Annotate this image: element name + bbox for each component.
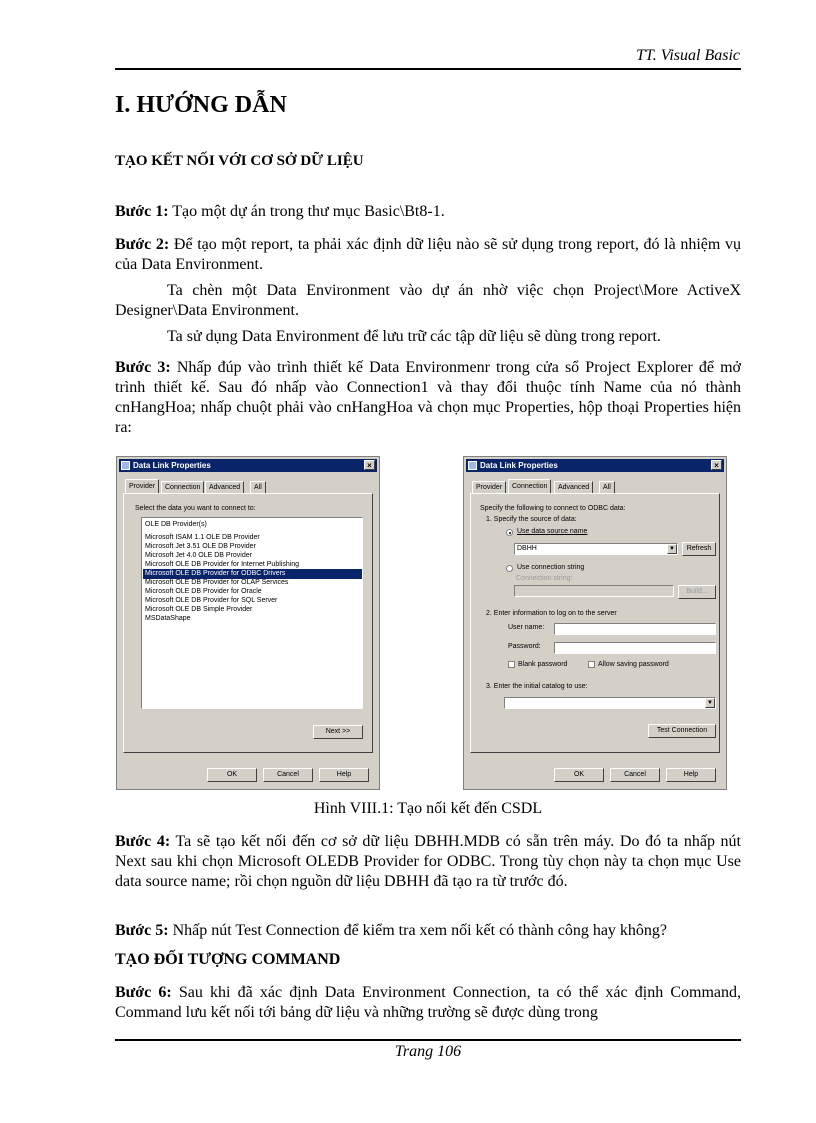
window-icon xyxy=(468,461,477,470)
connstr-label: Connection string: xyxy=(516,575,573,582)
step-6 xyxy=(115,983,741,1023)
step-2-para-3: Ta sử dụng Data Environment để lưu trữ các tập dữ liệu sẽ dùng trong report. xyxy=(167,328,661,345)
step-1-label: Bước 1: xyxy=(115,203,169,220)
data-link-dialog-provider xyxy=(116,456,380,790)
section-title-command: TẠO ĐỐI TƯỢNG COMMAND xyxy=(115,951,341,968)
step-3 xyxy=(115,358,741,438)
username-label: User name: xyxy=(508,624,545,631)
section-title-connect: TẠO KẾT NỐI VỚI CƠ SỞ DỮ LIỆU xyxy=(115,153,364,169)
list-header: OLE DB Provider(s) xyxy=(145,521,207,528)
catalog-select[interactable] xyxy=(504,697,716,709)
step-source-label: 1. Specify the source of data: xyxy=(486,516,577,523)
step-4-text: Ta sẽ tạo kết nối đến cơ sở dữ liệu DBHH.MDB có sẵn trên máy. Do đó ta nhấp nút Next sau khi chọn Microsoft OLEDB Provider for ODBC. Trong tùy chọn này ta chọn mục Use data source name; rồi chọn nguồn dữ liệu DBHH đã tạo ra từ trước đó. xyxy=(115,833,742,890)
dialog-titlebar xyxy=(466,459,724,472)
step-6-label: Bước 6: xyxy=(115,984,172,1001)
window-icon xyxy=(121,461,130,470)
list-item[interactable]: Microsoft Jet 4.0 OLE DB Provider xyxy=(145,552,252,559)
tab-connection[interactable]: Connection xyxy=(161,481,204,493)
chevron-down-icon: ▼ xyxy=(705,698,715,708)
dsn-radio[interactable] xyxy=(506,529,513,536)
tab-provider[interactable]: Provider xyxy=(125,479,159,493)
dsn-select[interactable] xyxy=(514,543,678,555)
provider-prompt: Select the data you want to connect to: xyxy=(135,505,256,512)
step-2-text: Để tạo một report, ta phải xác định dữ liệu nào sẽ sử dụng trong report, đó là nhiệm vụ của Data Environment. xyxy=(115,236,742,273)
step-3-label: Bước 3: xyxy=(115,359,171,376)
list-item[interactable]: Microsoft OLE DB Simple Provider xyxy=(145,606,253,613)
connection-intro: Specify the following to connect to ODBC data: xyxy=(480,505,626,512)
step-4-label: Bước 4: xyxy=(115,833,171,850)
close-icon[interactable]: × xyxy=(711,460,722,470)
dialog-title: Data Link Properties xyxy=(133,461,211,470)
help-button[interactable]: Help xyxy=(319,768,369,782)
step-2-para-2: Ta chèn một Data Environment vào dự án nhờ việc chọn Project\More ActiveX Designer\Data Environment. xyxy=(115,282,741,319)
tab-all[interactable]: All xyxy=(250,481,266,493)
list-item[interactable]: Microsoft Jet 3.51 OLE DB Provider xyxy=(145,543,256,550)
build-button[interactable]: Build... xyxy=(678,585,716,599)
chevron-down-icon: ▼ xyxy=(667,544,677,554)
password-field[interactable] xyxy=(554,642,716,654)
blank-password-checkbox[interactable] xyxy=(508,661,515,668)
tab-provider[interactable]: Provider xyxy=(472,481,506,493)
data-link-dialog-connection xyxy=(463,456,727,790)
step-4 xyxy=(115,832,741,892)
dialog-title: Data Link Properties xyxy=(480,461,558,470)
tab-advanced[interactable]: Advanced xyxy=(205,481,244,493)
step-1 xyxy=(115,202,741,222)
step-2-label: Bước 2: xyxy=(115,236,170,253)
main-heading: I. HƯỚNG DẪN xyxy=(115,92,287,118)
dsn-radio-label: Use data source name xyxy=(517,528,588,535)
next-button[interactable]: Next >> xyxy=(313,725,363,739)
tab-connection[interactable]: Connection xyxy=(508,479,551,493)
tab-advanced[interactable]: Advanced xyxy=(554,481,593,493)
step-3-text: Nhấp đúp vào trình thiết kế Data Environmenr trong cửa sổ Project Explorer để mở trình thiết kế. Sau đó nhấp vào Connection1 và thay đổi thuộc tính Name của nó thành cnHangHoa; nhấp chuột phải vào cnHangHoa và chọn mục Properties, hộp thoại Properties hiện ra: xyxy=(115,359,742,436)
ok-button[interactable]: OK xyxy=(207,768,257,782)
list-item[interactable]: Microsoft OLE DB Provider for SQL Server xyxy=(145,597,278,604)
list-item[interactable]: Microsoft OLE DB Provider for Oracle xyxy=(145,588,262,595)
close-icon[interactable]: × xyxy=(364,460,375,470)
dialog-titlebar xyxy=(119,459,377,472)
allow-saving-label: Allow saving password xyxy=(598,661,669,668)
username-field[interactable] xyxy=(554,623,716,635)
step-1-text: Tạo một dự án trong thư mục Basic\Bt8-1. xyxy=(168,203,445,220)
step-5-label: Bước 5: xyxy=(115,922,169,939)
help-button[interactable]: Help xyxy=(666,768,716,782)
header-rule xyxy=(115,68,741,70)
list-item-selected[interactable]: Microsoft OLE DB Provider for ODBC Drivers xyxy=(143,569,362,579)
list-item[interactable]: MSDataShape xyxy=(145,615,191,622)
provider-listbox[interactable] xyxy=(141,517,363,709)
connstr-radio[interactable] xyxy=(506,565,513,572)
password-label: Password: xyxy=(508,643,541,650)
ok-button[interactable]: OK xyxy=(554,768,604,782)
page-header: TT. Visual Basic xyxy=(636,47,740,64)
list-item[interactable]: Microsoft ISAM 1.1 OLE DB Provider xyxy=(145,534,260,541)
footer-rule xyxy=(115,1039,741,1041)
allow-saving-checkbox[interactable] xyxy=(588,661,595,668)
cancel-button[interactable]: Cancel xyxy=(610,768,660,782)
connstr-radio-label: Use connection string xyxy=(517,564,585,571)
step-6-text: Sau khi đã xác định Data Environment Connection, ta có thể xác định Command, Command lưu kết nối tới bảng dữ liệu và những trường sẽ được dùng trong xyxy=(115,984,742,1021)
test-connection-button[interactable]: Test Connection xyxy=(648,724,716,738)
step-2 xyxy=(115,235,741,275)
step-5 xyxy=(115,921,741,941)
connstr-field[interactable] xyxy=(514,585,674,597)
refresh-button[interactable]: Refresh xyxy=(682,542,716,556)
page-footer: Trang 106 xyxy=(394,1043,462,1060)
step-5-text: Nhấp nút Test Connection để kiểm tra xem nối kết có thành công hay không? xyxy=(168,922,668,939)
dsn-value: DBHH xyxy=(517,545,537,552)
list-item[interactable]: Microsoft OLE DB Provider for Internet Publishing xyxy=(145,561,300,568)
cancel-button[interactable]: Cancel xyxy=(263,768,313,782)
list-item[interactable]: Microsoft OLE DB Provider for OLAP Services xyxy=(145,579,289,586)
step-logon-label: 2. Enter information to log on to the server xyxy=(486,610,617,617)
figure-caption: Hình VIII.1: Tạo nối kết đến CSDL xyxy=(313,800,543,817)
step-catalog-label: 3. Enter the initial catalog to use: xyxy=(486,683,588,690)
blank-password-label: Blank password xyxy=(518,661,568,668)
tab-all[interactable]: All xyxy=(599,481,615,493)
